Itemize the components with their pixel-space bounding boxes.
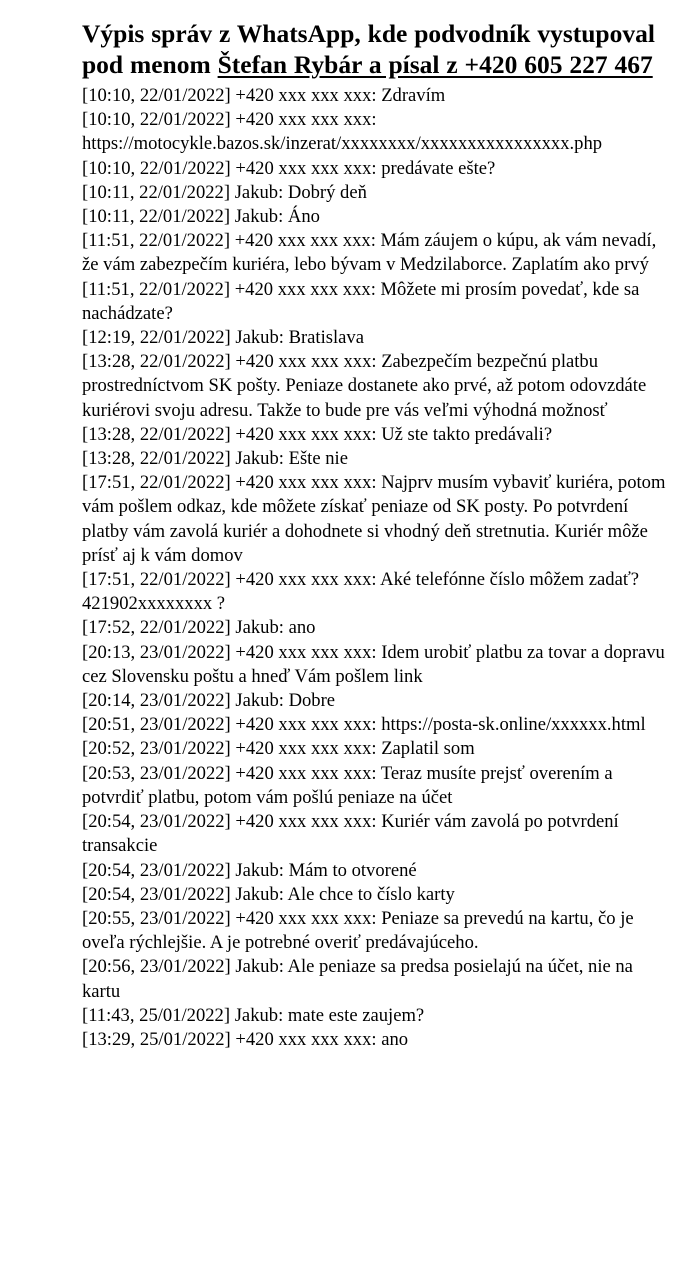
message-line: [20:14, 23/01/2022] Jakub: Dobre [82, 690, 336, 712]
message-line: [13:28, 22/01/2022] +420 xxx xxx xxx: Už ste takto predávali? [82, 423, 553, 445]
message-line: [11:51, 22/01/2022] +420 xxx xxx xxx: Mám záujem o kúpu, ak vám nevadí, že vám zabezpečím kuriéra, lebo bývam v Medzilaborce. Zaplatím ako prvý [82, 230, 657, 276]
message-line: [10:11, 22/01/2022] Jakub: Dobrý deň [82, 181, 367, 203]
title-scammer-name: Štefan Rybár a písal z +420 605 227 467 [217, 50, 653, 79]
message-line: [13:28, 22/01/2022] Jakub: Ešte nie [82, 448, 348, 470]
message-line: [20:51, 23/01/2022] +420 xxx xxx xxx: https://posta-sk.online/xxxxxx.html [82, 714, 646, 736]
message-line: [10:10, 22/01/2022] +420 xxx xxx xxx: Zdravím [82, 85, 446, 106]
message-line: [20:56, 23/01/2022] Jakub: Ale peniaze sa predsa posielajú na účet, nie na kartu [82, 956, 633, 1002]
message-line: [17:51, 22/01/2022] +420 xxx xxx xxx: Aké telefónne číslo môžem zadať? 421902xxxxxxxx ? [82, 569, 640, 615]
message-line: [12:19, 22/01/2022] Jakub: Bratislava [82, 327, 364, 349]
message-line: [10:10, 22/01/2022] +420 xxx xxx xxx: https://motocykle.bazos.sk/inzerat/xxxxxxxx/xxxxxxxxxxxxxxxx.php [82, 109, 603, 155]
message-line: [17:52, 22/01/2022] Jakub: ano [82, 617, 316, 639]
message-line: [20:13, 23/01/2022] +420 xxx xxx xxx: Idem urobiť platbu za tovar a dopravu cez Slovensku poštu a hneď Vám pošlem link [82, 641, 665, 687]
message-line: [10:11, 22/01/2022] Jakub: Áno [82, 206, 320, 228]
message-line: [10:10, 22/01/2022] +420 xxx xxx xxx: predávate ešte? [82, 157, 496, 179]
message-line: [20:54, 23/01/2022] Jakub: Ale chce to číslo karty [82, 883, 455, 905]
message-line: [20:53, 23/01/2022] +420 xxx xxx xxx: Teraz musíte prejsť overením a potvrdiť platbu, potom vám pošlú peniaze na účet [82, 762, 613, 808]
message-log [82, 84, 666, 1052]
message-line: [20:52, 23/01/2022] +420 xxx xxx xxx: Zaplatil som [82, 738, 475, 760]
page-title [82, 18, 666, 80]
message-line: [20:55, 23/01/2022] +420 xxx xxx xxx: Peniaze sa prevedú na kartu, čo je oveľa rýchlejšie. A je potrebné overiť predávajúceho. [82, 907, 634, 954]
document [82, 18, 666, 1052]
message-line: [13:29, 25/01/2022] +420 xxx xxx xxx: ano [82, 1028, 409, 1050]
message-line: [20:54, 23/01/2022] +420 xxx xxx xxx: Kuriér vám zavolá po potvrdení transakcie [82, 811, 619, 857]
message-line: [13:28, 22/01/2022] +420 xxx xxx xxx: Zabezpečím bezpečnú platbu prostredníctvom SK pošty. Peniaze dostanete ako prvé, až potom odovzdáte kuriérovi svoju adresu. Takže to bude pre vás veľmi výhodná možnosť [82, 351, 647, 421]
message-line: [17:51, 22/01/2022] +420 xxx xxx xxx: Najprv musím vybaviť kuriéra, potom vám pošlem odkaz, kde môžete získať peniaze od SK posty. Po potvrdení platby vám zavolá kuriér a dohodnete si vhodný deň stretnutia. Kuriér môže prísť aj k vám domov [82, 472, 666, 566]
message-line: [11:51, 22/01/2022] +420 xxx xxx xxx: Môžete mi prosím povedať, kde sa nachádzate? [82, 278, 640, 324]
message-line: [11:43, 25/01/2022] Jakub: mate este zaujem? [82, 1004, 425, 1026]
message-line: [20:54, 23/01/2022] Jakub: Mám to otvorené [82, 859, 417, 881]
title-prefix: Výpis správ z WhatsApp, kde podvodník vystupoval pod menom [82, 19, 655, 79]
